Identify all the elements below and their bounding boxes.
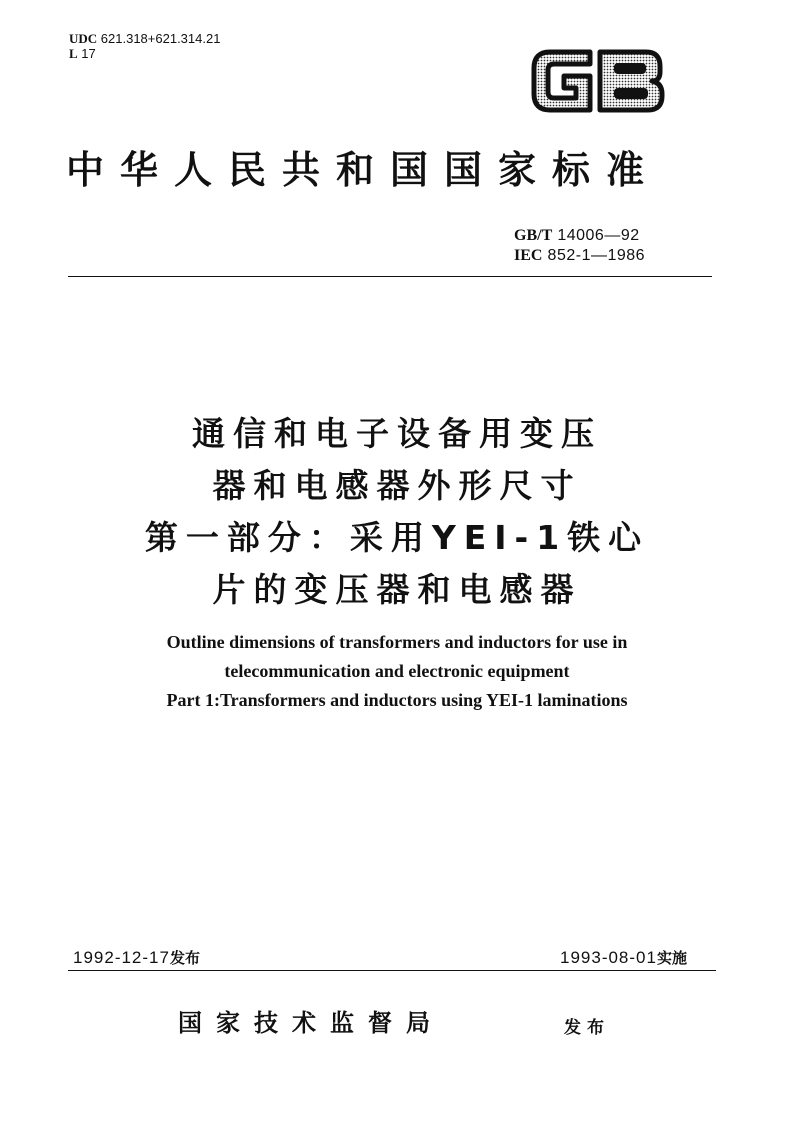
title-en-line-2: telecommunication and electronic equipment — [224, 661, 570, 681]
title-en-line-1: Outline dimensions of transformers and inductors for use in — [166, 632, 628, 652]
effective-date-value: 1993-08-01 — [560, 948, 657, 967]
issuer-name: 国家技术监督局 — [178, 1008, 444, 1037]
gb-logo — [528, 44, 666, 118]
title-cn-line-1: 通信和电子设备用变压 — [192, 414, 602, 453]
issue-date — [73, 947, 200, 969]
title-cn-line-3: 第一部分：采用YEI-1铁心 — [144, 518, 650, 557]
iec-number — [514, 245, 645, 266]
udc-value: 621.318+621.314.21 — [100, 31, 221, 46]
udc-label: UDC — [69, 31, 98, 46]
header-divider — [68, 276, 712, 277]
iec-number-value: 852-1—1986 — [547, 247, 646, 264]
title-cn-line-4: 片的变压器和电感器 — [212, 570, 582, 609]
gb-number-label: GB/T — [514, 227, 553, 244]
issue-date-suffix: 发布 — [169, 949, 200, 967]
title-cn-line-2: 器和电感器外形尺寸 — [212, 466, 582, 505]
l-value: 17 — [81, 46, 96, 61]
gb-number — [514, 225, 640, 246]
effective-date-suffix: 实施 — [656, 949, 687, 967]
l-label: L — [69, 46, 78, 61]
iec-number-label: IEC — [514, 247, 543, 264]
footer-divider — [68, 970, 716, 971]
national-standard-title: 中华人民共和国国家标准 — [66, 147, 661, 192]
l-line — [69, 46, 96, 61]
effective-date — [560, 947, 687, 969]
udc-line — [69, 31, 220, 46]
issue-date-value: 1992-12-17 — [73, 948, 170, 967]
issuer-action: 发布 — [564, 1018, 610, 1038]
title-en-line-3: Part 1:Transformers and inductors using YEI-1 laminations — [166, 690, 628, 710]
gb-number-value: 14006—92 — [557, 227, 640, 244]
